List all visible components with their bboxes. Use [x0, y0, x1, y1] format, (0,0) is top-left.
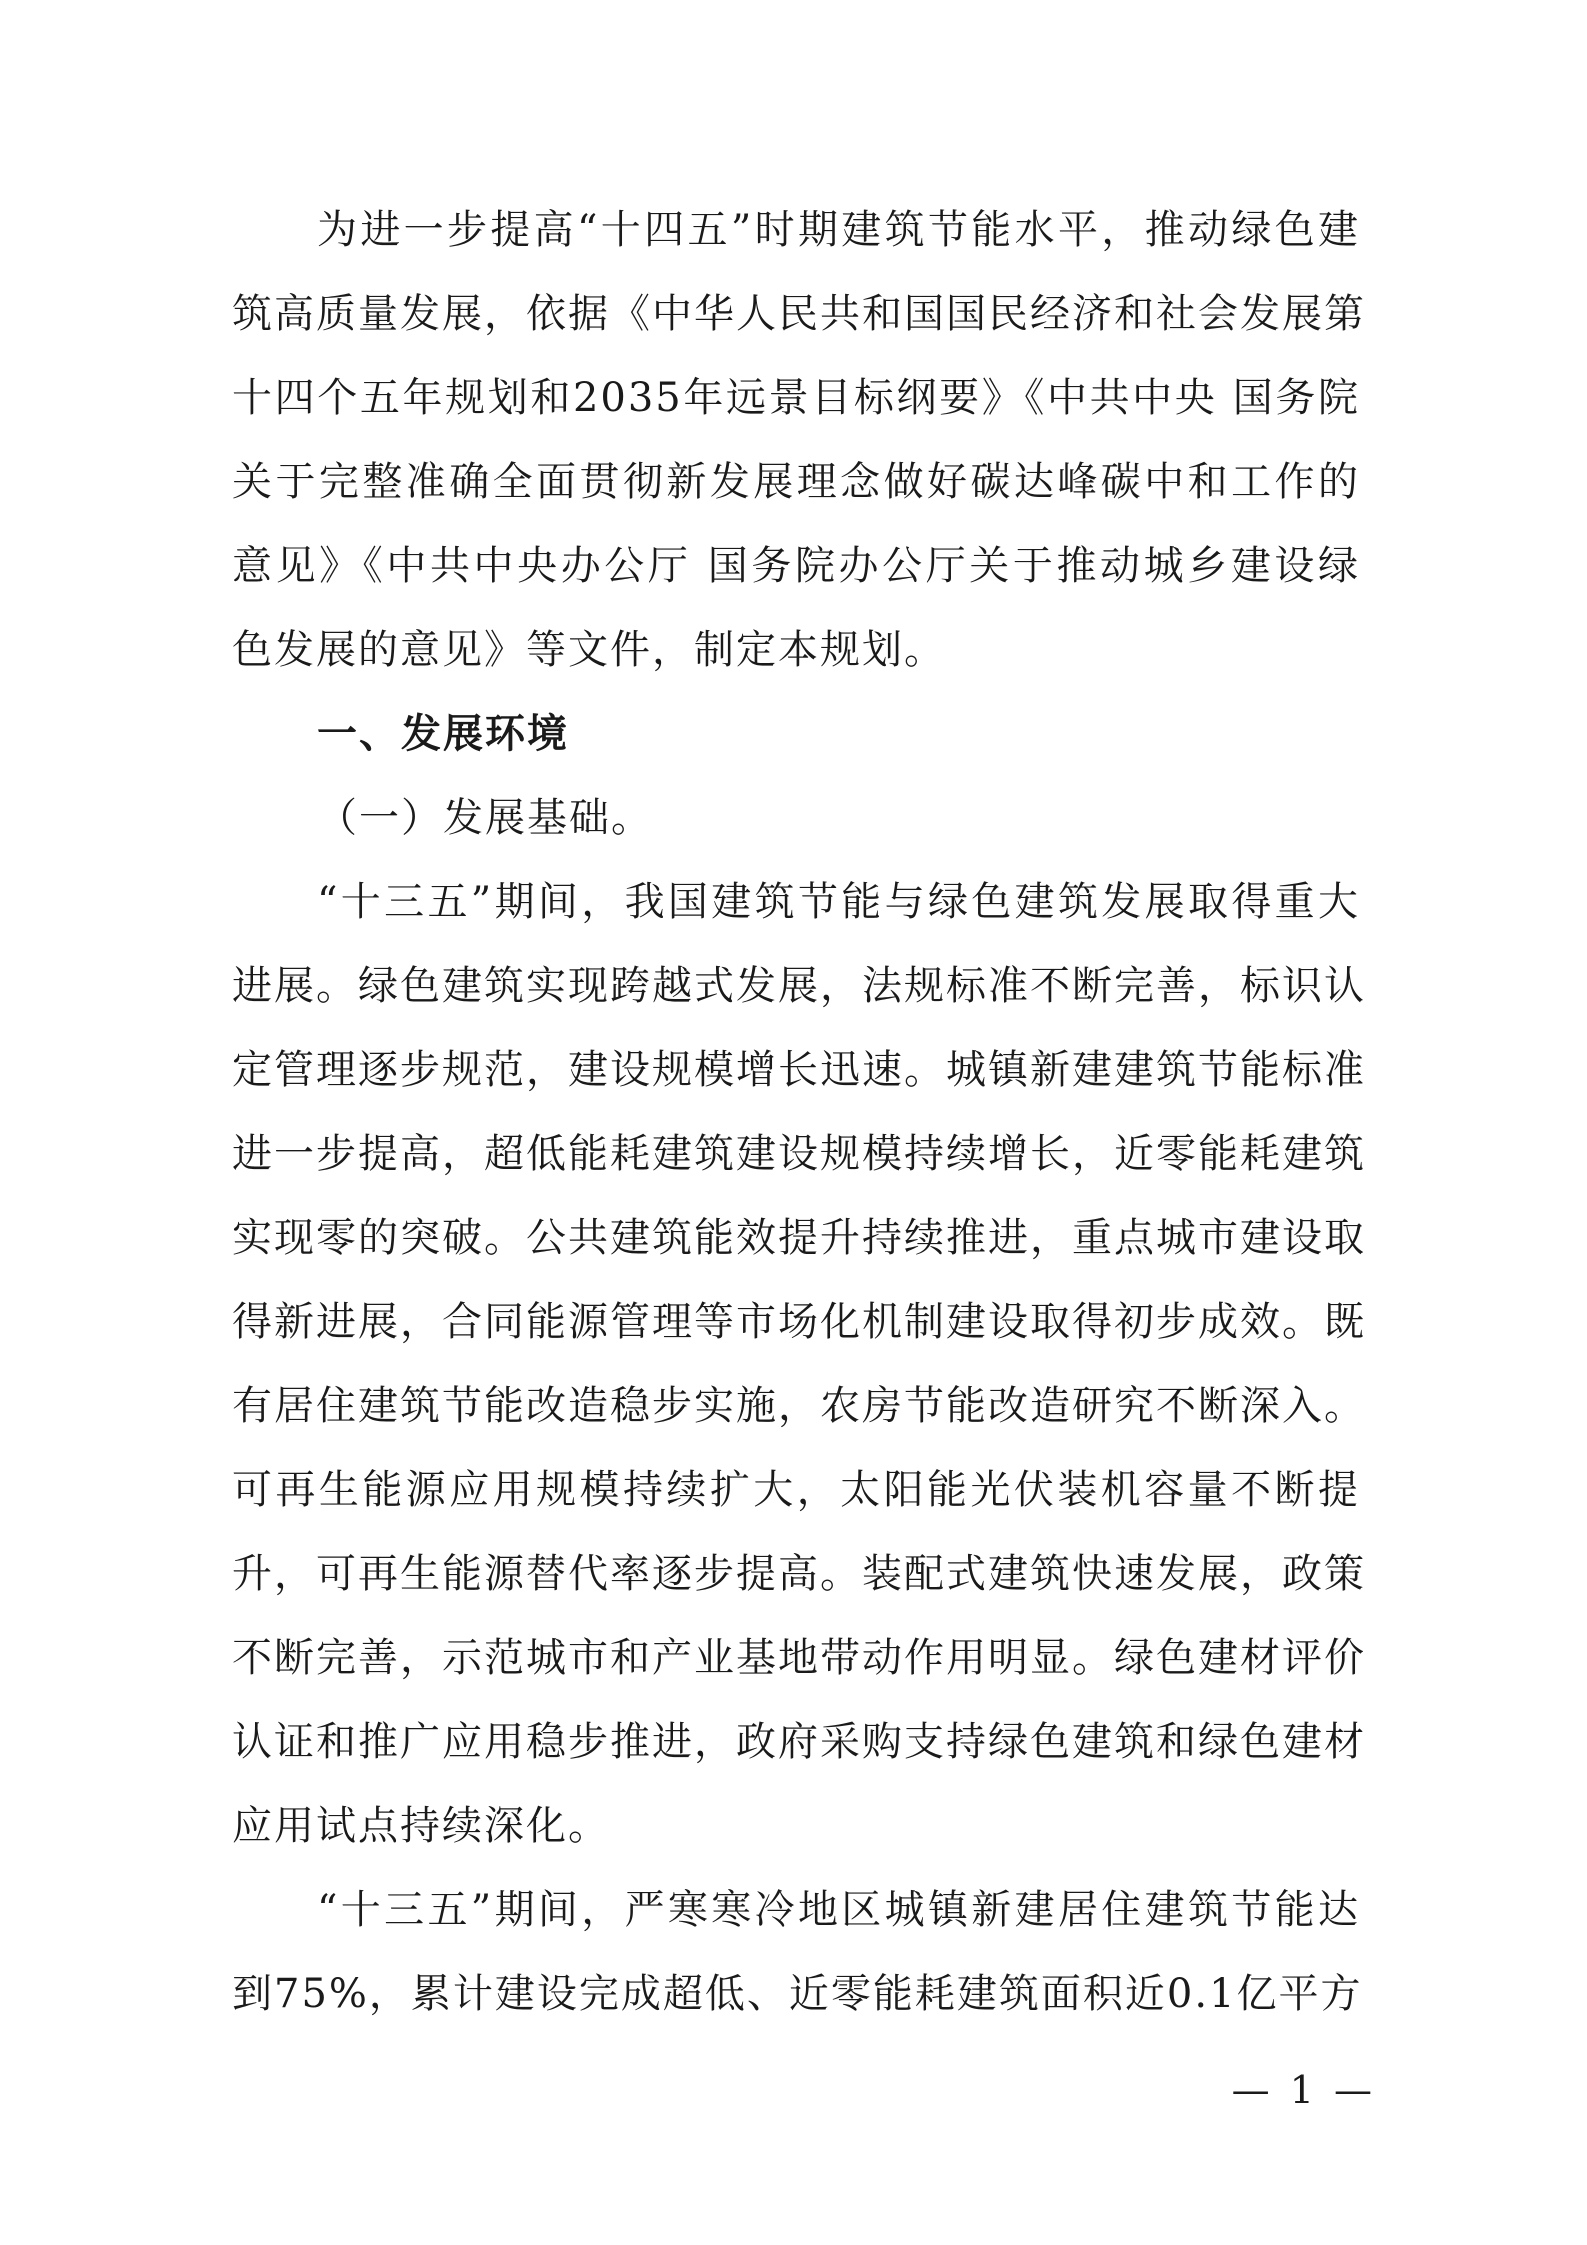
section-heading: 一、发展环境	[317, 711, 569, 757]
text-line: 升，可再生能源替代率逐步提高。装配式建筑快速发展，政策	[232, 1551, 1366, 1597]
text-line: 应用试点持续深化。	[232, 1803, 610, 1849]
text-line: 筑高质量发展，依据《中华人民共和国国民经济和社会发展第	[232, 291, 1366, 337]
text-line: 为进一步提高“十四五”时期建筑节能水平，推动绿色建	[317, 207, 1360, 253]
text-line: 到75%，累计建设完成超低、近零能耗建筑面积近0.1亿平方	[232, 1971, 1363, 2017]
text-line: 实现零的突破。公共建筑能效提升持续推进，重点城市建设取	[232, 1215, 1366, 1261]
text-line: 色发展的意见》等文件，制定本规划。	[232, 627, 946, 673]
text-line: 十四个五年规划和2035年远景目标纲要》《中共中央 国务院	[232, 375, 1360, 421]
text-line: 进一步提高，超低能耗建筑建设规模持续增长，近零能耗建筑	[232, 1131, 1366, 1177]
paragraph-foundation	[232, 860, 1366, 1868]
text-line: 不断完善，示范城市和产业基地带动作用明显。绿色建材评价	[232, 1635, 1366, 1681]
document-body	[232, 188, 1366, 2036]
paragraph-stats	[232, 1868, 1363, 2036]
page-number: — 1 —	[1231, 2068, 1376, 2112]
text-line: 认证和推广应用稳步推进，政府采购支持绿色建筑和绿色建材	[232, 1719, 1366, 1765]
text-line: 定管理逐步规范，建设规模增长迅速。城镇新建建筑节能标准	[232, 1047, 1366, 1093]
text-line: “十三五”期间，我国建筑节能与绿色建筑发展取得重大	[317, 879, 1360, 925]
text-line: 可再生能源应用规模持续扩大，太阳能光伏装机容量不断提	[232, 1467, 1360, 1513]
text-line: 得新进展，合同能源管理等市场化机制建设取得初步成效。既	[232, 1299, 1366, 1345]
section-subheading: （一）发展基础。	[317, 795, 653, 841]
paragraph-intro	[232, 188, 1366, 692]
text-line: 关于完整准确全面贯彻新发展理念做好碳达峰碳中和工作的	[232, 459, 1360, 505]
text-line: 意见》《中共中央办公厅 国务院办公厅关于推动城乡建设绿	[232, 543, 1360, 589]
text-line: “十三五”期间，严寒寒冷地区城镇新建居住建筑节能达	[317, 1887, 1360, 1933]
text-line: 进展。绿色建筑实现跨越式发展，法规标准不断完善，标识认	[232, 963, 1366, 1009]
text-line: 有居住建筑节能改造稳步实施，农房节能改造研究不断深入。	[232, 1383, 1366, 1429]
